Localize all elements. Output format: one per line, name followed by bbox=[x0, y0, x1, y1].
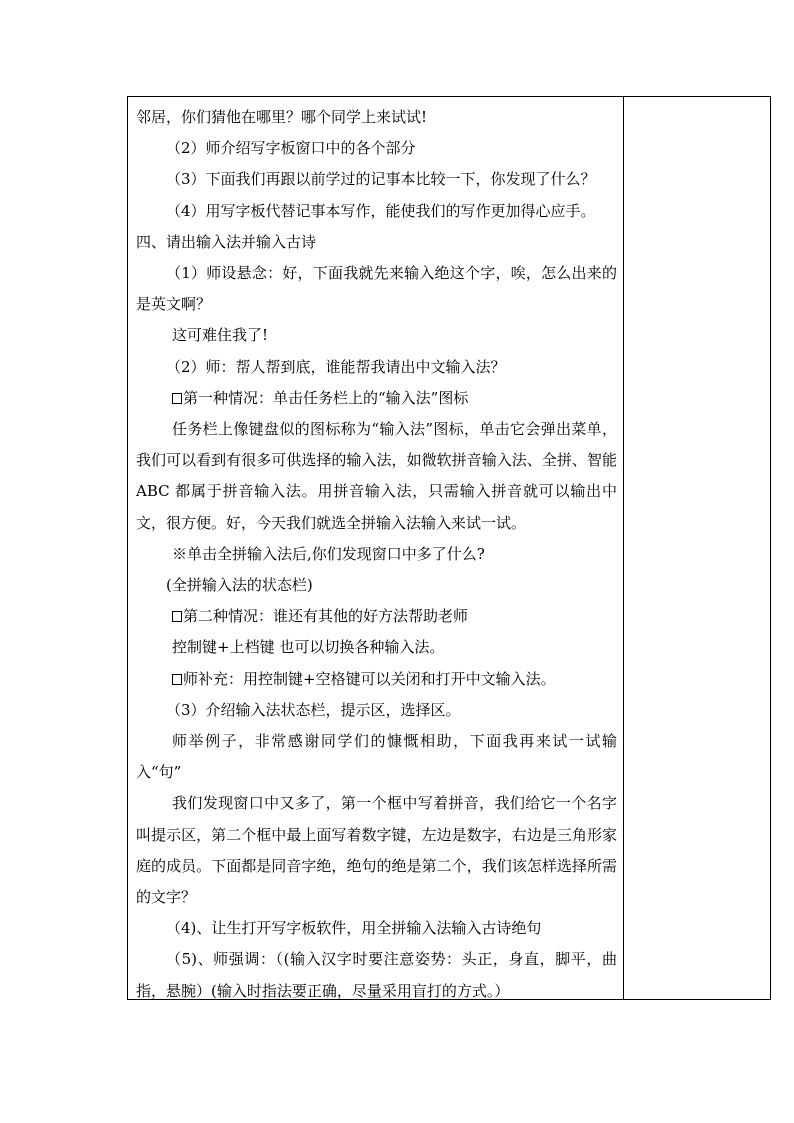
paragraph-15 bbox=[136, 664, 617, 695]
paragraph-2: （2）师介绍写字板窗口中的各个部分 bbox=[166, 139, 416, 158]
paragraph-15-text: 师补充：用控制键+空格键可以关闭和打开中文输入法。 bbox=[183, 669, 556, 688]
paragraph-6: （1）师设悬念：好，下面我就先来输入绝这个字，唉，怎么出来的是英文啊？ bbox=[136, 264, 617, 314]
content-cell bbox=[128, 97, 624, 999]
paragraph-9-text: 第一种情况：单击任务栏上的“输入法”图标 bbox=[183, 388, 469, 407]
paragraph-3: （3）下面我们再跟以前学过的记事本比较一下，你发现了什么？ bbox=[166, 170, 596, 189]
checkbox-square-icon bbox=[172, 674, 182, 685]
paragraph-20: （5)、师强调：（(输入汉字时要注意姿势：头正，身直，脚平，曲指，悬腕）(输入时指法要正确，尽量采用盲打的方式。） bbox=[136, 950, 617, 1000]
paragraph-17: 师举例子，非常感谢同学们的慷慨相助，下面我再来试一试输入“句” bbox=[136, 732, 617, 782]
paragraph-12: (全拼输入法的状态栏) bbox=[166, 576, 313, 595]
notes-cell bbox=[624, 97, 770, 999]
paragraph-1: 邻居，你们猜他在哪里？哪个同学上来试试! bbox=[136, 108, 428, 126]
paragraph-13 bbox=[136, 601, 617, 632]
paragraph-11: ※单击全拼输入法后,你们发现窗口中多了什么? bbox=[172, 544, 485, 563]
section-heading: 四、请出输入法并输入古诗 bbox=[136, 232, 317, 251]
paragraph-13-text: 第二种情况：谁还有其他的好方法帮助老师 bbox=[183, 607, 469, 626]
paragraph-16: （3）介绍输入法状态栏，提示区，选择区。 bbox=[166, 700, 461, 719]
paragraph-18: 我们发现窗口中又多了，第一个框中写着拼音，我们给它一个名字叫提示区，第二个框中最上面写着数字键，左边是数字，右边是三角形家庭的成员。下面都是同音字绝，绝句的绝是第二个，我们该怎样选择所需的文字？ bbox=[136, 794, 617, 907]
paragraph-9 bbox=[136, 383, 617, 414]
paragraph-7: 这可难住我了! bbox=[172, 326, 269, 345]
paragraph-4: （4）用写字板代替记事本写作，能使我们的写作更加得心应手。 bbox=[166, 201, 596, 220]
paragraph-14: 控制键+上档键 也可以切换各种输入法。 bbox=[172, 638, 445, 657]
paragraph-19: （4)、让生打开写字板软件，用全拼输入法输入古诗绝句 bbox=[166, 919, 542, 938]
paragraph-8: （2）师：帮人帮到底，谁能帮我请出中文输入法？ bbox=[166, 357, 506, 376]
lesson-table bbox=[127, 96, 771, 1000]
checkbox-square-icon bbox=[172, 611, 182, 622]
paragraph-10: 任务栏上像键盘似的图标称为“输入法”图标，单击它会弹出菜单，我们可以看到有很多可供选择的输入法，如微软拼音输入法、全拼、智能 ABC 都属于拼音输入法。用拼音输入法，只需输入拼音就可以输出中文，很方便。好，今天我们就选全拼输入法输入来试一试。 bbox=[136, 420, 617, 532]
checkbox-square-icon bbox=[172, 393, 182, 404]
